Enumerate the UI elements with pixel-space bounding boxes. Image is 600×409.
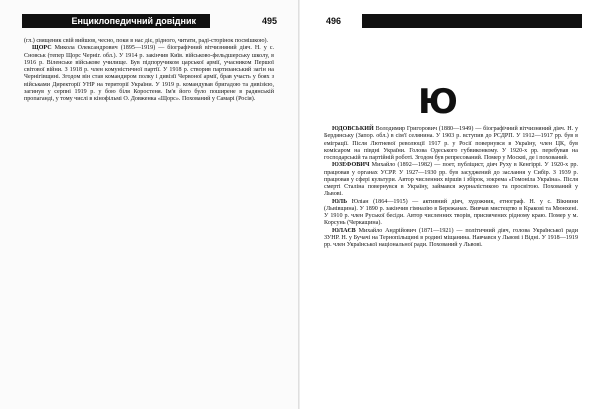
entry-body: Михайло Андрійович (1871—1921) — політичний діяч, голова Української ради ЗУНР. Н. у Бучачі на Тернопільщині в родині міщанина. Навчався у Львові і Відні. У 1918—1919 рр. член Української національної ради. Похований у Львові. bbox=[324, 227, 578, 248]
entry-head: ЮЛАЄВ bbox=[332, 227, 356, 234]
right-running-header bbox=[362, 14, 582, 28]
left-body-text bbox=[24, 38, 274, 103]
entry-shchors bbox=[24, 45, 274, 103]
entry-body: Михайло (1892—1982) — поет, публіцист, діяч Руху в Кенгіррі. У 1920-х рр. працював у органах УСРР. У 1927—1930 рр. був засуджений до заслання у Сибір. З 1939 р. працював у сфері культури. Автор численних віршів і збірок, зокрема «Гомоніла Україна». Після смерті Сталіна повернувся в Україну, займався журналістикою та просвітою. Похований у Львові. bbox=[324, 162, 578, 198]
entry-yul bbox=[324, 199, 578, 228]
entry-head: ЩОРС bbox=[32, 45, 52, 52]
entry-body: Микола Олександрович (1895—1919) — біографічний вітчизняний діяч. Н. у с. Сновськ (тепер Щорс Черніг. обл.). У 1914 р. закінчив Київ. військово-фельдшерську школу, в 1916 р. Віленське військове училище. Був підпоручиком царської армії, учасником Першої світової війни. З 1918 р. член комуністичної партії. У 1918 р. створив партизанський загін на Чернігівщині. Згодом він став командиром полку і дивізії Червоної армії, брав участь у боях з військами Директорії УНР на території України. У 1919 р. командував бригадою та дивізією, загинув у серпні 1919 р. у бою біля Коростеня. Ім'я його було поширене в радянській пропаганді, у тому числі в кінофільмі О. Довженка «Щорс». Похований у Самарі (Росія). bbox=[24, 45, 274, 102]
right-page-number: 496 bbox=[326, 16, 342, 26]
entry-head: ЮЗЕФОВИЧ bbox=[332, 162, 370, 169]
intro-text: (гл.) священик свій вийшов, чесно, поки в нас діє, рідного, читати, раді-сторінок посмішкою). bbox=[24, 38, 269, 44]
right-page bbox=[300, 0, 600, 409]
entry-yudovskyi bbox=[324, 126, 578, 162]
left-page-number: 495 bbox=[262, 16, 278, 26]
entry-yuzefovych bbox=[324, 162, 578, 198]
entry-body: Юліан (1864—1915) — активний діяч, художник, етнограф. Н. у с. Вікнини (Львівщина). У 1890 р. закінчив гімназію в Бережанах. Вивчав мистецтво в Кракові та Мюнхені. У 1910 р. член Руської бесіди. Автор численних творів, присвячених рідному краю. Помер у м. Корсунь (Черкащина). bbox=[324, 198, 578, 227]
right-body-text bbox=[324, 126, 578, 249]
left-running-header: Енциклопедичний довідник bbox=[22, 14, 210, 28]
entry-head: ЮЛЬ bbox=[332, 198, 348, 205]
entry-yulaiev bbox=[324, 228, 578, 250]
entry-head: ЮДОВСЬКИЙ bbox=[332, 126, 374, 132]
entry-body: Володимир Григорович (1880—1949) — біографічний вітчизняний діяч. Н. у Бердянську (Запор. обл.) в сім'ї селянина. У 1903 р. вступив до РСДРП. У 1912—1917 рр. був в еміграції. Після Лютневої революції 1917 р. у Росії повернувся в Україну, член ЦК, був комісаром на півдні України. Голова Одеського губвиконкому. У 1920-х рр. перебував на господарській та партійній роботі. Згодом був репресований. Помер у Москві, де і похований. bbox=[324, 126, 579, 161]
section-letter: Ю bbox=[418, 82, 458, 122]
